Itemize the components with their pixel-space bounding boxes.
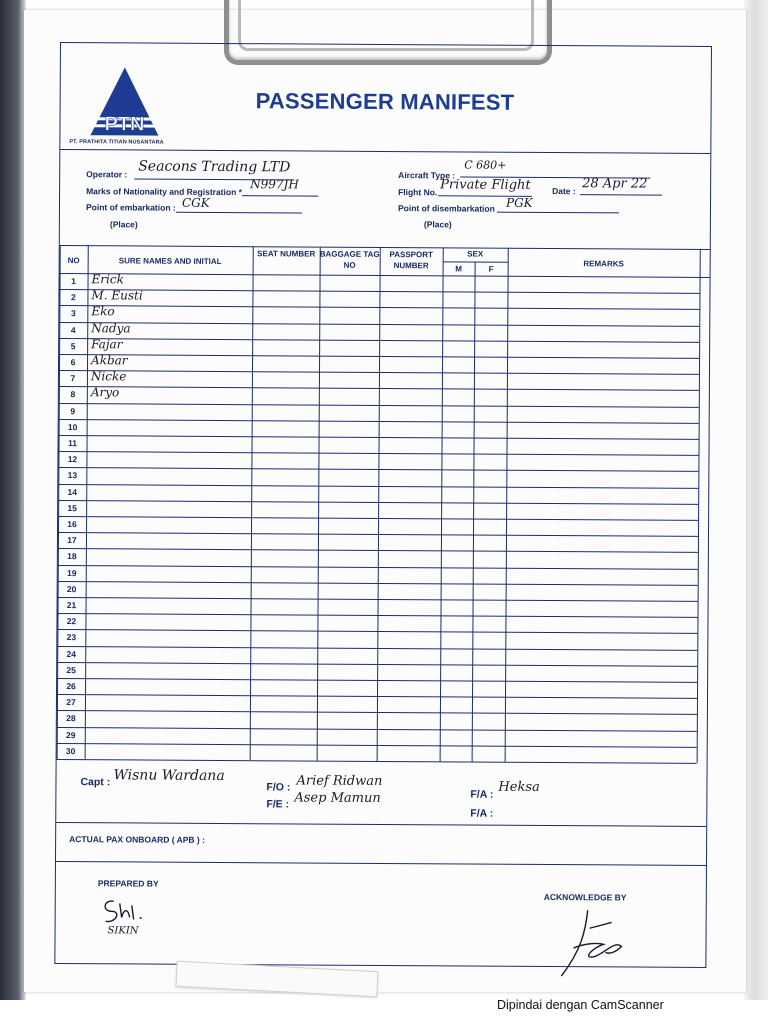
row-number: 28 <box>66 713 76 724</box>
paper-stack-edge <box>744 0 768 1000</box>
row-number: 1 <box>71 276 76 287</box>
header-passport: PASSPORT NUMBER <box>389 250 433 271</box>
header-female: F <box>488 264 494 274</box>
acknowledge-signature-icon <box>551 904 631 984</box>
date-label: Date : <box>552 186 576 197</box>
fo-value: Arief Ridwan <box>296 773 383 789</box>
manifest-form <box>54 42 712 968</box>
passenger-name: Aryo <box>90 385 120 400</box>
date-underline <box>580 194 662 196</box>
row-number: 20 <box>66 583 77 594</box>
scanner-watermark: Dipindai dengan CamScanner <box>497 998 664 1012</box>
passenger-name: Fajar <box>91 336 123 352</box>
row-number: 5 <box>70 340 76 351</box>
row-number: 12 <box>67 454 78 465</box>
aircraft-label: Aircraft Type : <box>398 170 456 181</box>
apb-label: ACTUAL PAX ONBOARD ( APB ) : <box>69 834 206 845</box>
aircraft-value: C 680+ <box>464 158 507 172</box>
header-seat: SEAT NUMBER <box>257 249 316 259</box>
fa1-value: Heksa <box>498 779 540 795</box>
divider <box>56 822 706 827</box>
disembark-value: PGK <box>505 195 533 210</box>
operator-value: Seacons Trading LTD <box>138 158 291 176</box>
operator-label: Operator : <box>86 169 128 180</box>
marks-value: N997JH <box>250 177 299 192</box>
header-sex: SEX <box>467 249 484 259</box>
row-number: 27 <box>66 697 76 708</box>
capt-label: Capt : <box>80 776 111 789</box>
clipboard-edge <box>0 0 26 1000</box>
disembark-underline <box>497 212 619 214</box>
passenger-name: Akbar <box>91 353 128 368</box>
capt-value: Wisnu Wardana <box>113 767 225 785</box>
header-remarks: REMARKS <box>583 259 624 269</box>
page-title: PASSENGER MANIFEST <box>255 88 515 115</box>
row-number: 15 <box>67 502 77 513</box>
row-number: 3 <box>70 308 76 319</box>
row-number: 29 <box>66 729 76 740</box>
flight-label: Flight No. <box>398 187 438 198</box>
row-number: 10 <box>67 421 78 432</box>
company-name: PT. PRATHITA TITIAN NUSANTARA <box>69 139 164 146</box>
fe-value: Asep Mamun <box>294 790 381 806</box>
disembark-label: Point of disembarkation <box>397 203 495 214</box>
fo-label: F/O : <box>266 781 291 794</box>
row-number: 17 <box>67 535 77 546</box>
acknowledge-label: ACKNOWLEDGE BY <box>543 891 627 903</box>
prepared-name: SIKIN <box>107 925 139 937</box>
row-number: 2 <box>71 292 76 303</box>
row-number: 13 <box>67 470 78 481</box>
passenger-name: Nadya <box>91 320 131 336</box>
header-male: M <box>455 264 462 274</box>
row-number: 22 <box>66 616 77 627</box>
marks-label: Marks of Nationality and Registration * <box>86 186 242 198</box>
divider <box>56 861 706 866</box>
embark-label: Point of embarkation : <box>85 202 176 213</box>
table-line <box>472 262 476 762</box>
row-number: 4 <box>70 324 76 335</box>
fa2-label: F/A : <box>470 807 494 820</box>
row-number: 30 <box>65 745 76 756</box>
place-label-right: (Place) <box>423 219 452 230</box>
row-number: 14 <box>67 486 78 497</box>
row-number: 7 <box>70 373 76 384</box>
row-number: 18 <box>67 551 77 562</box>
row-number: 24 <box>66 648 77 659</box>
passenger-name: Erick <box>91 272 124 287</box>
passenger-name: Nicke <box>90 369 127 384</box>
embark-underline <box>176 212 302 214</box>
table-line <box>60 273 710 278</box>
row-number: 16 <box>67 519 77 530</box>
marks-underline <box>242 195 318 196</box>
header-names: SURE NAMES AND INITIAL <box>118 256 222 266</box>
row-number: 21 <box>66 600 77 611</box>
logo-text: PTN <box>104 113 145 136</box>
row-number: 8 <box>70 389 76 400</box>
row-number: 19 <box>66 567 77 578</box>
place-label-left: (Place) <box>109 219 138 230</box>
prepared-signature-icon <box>96 893 156 929</box>
embark-value: CGK <box>181 195 210 210</box>
prepared-label: PREPARED BY <box>97 878 159 889</box>
row-number: 26 <box>66 681 76 692</box>
flight-value: Private Flight <box>440 177 531 193</box>
header-no: NO <box>67 256 80 266</box>
passenger-name: Eko <box>91 304 115 319</box>
ptn-logo-icon <box>70 61 179 152</box>
passenger-name: M. Eusti <box>91 288 143 303</box>
date-value: 28 Apr 22 <box>582 176 648 192</box>
fa1-label: F/A : <box>470 788 494 801</box>
row-number: 6 <box>70 357 76 368</box>
fe-label: F/E : <box>266 798 290 811</box>
header-baggage: BAGGAGE TAG NO <box>319 249 380 270</box>
row-number: 25 <box>66 664 76 675</box>
row-number: 9 <box>70 405 76 416</box>
row-number: 11 <box>68 438 78 449</box>
row-number: 23 <box>66 632 77 643</box>
